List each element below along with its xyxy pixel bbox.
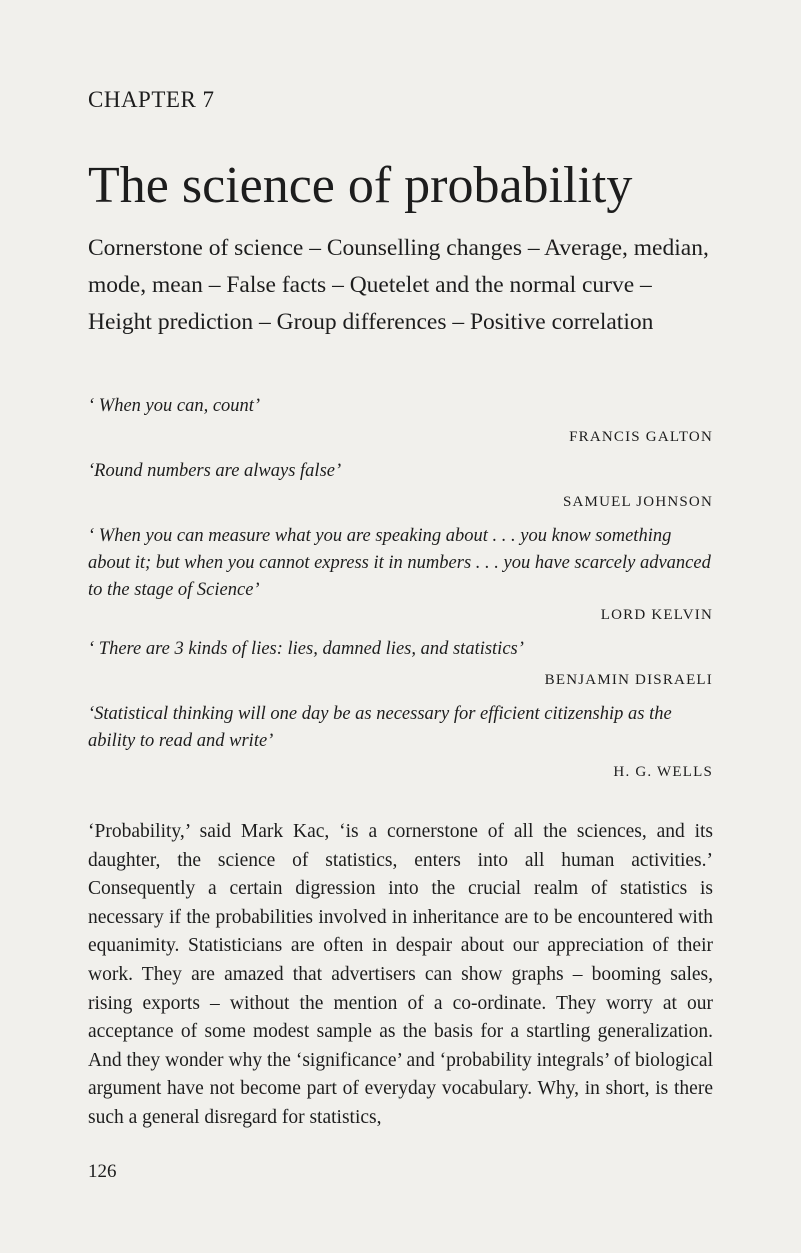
chapter-title: The science of probability [88,157,633,214]
epigraph-attribution: BENJAMIN DISRAELI [544,672,713,688]
chapter-label: CHAPTER 7 [88,87,215,112]
epigraph-quote: ‘Statistical thinking will one day be as necessary for efficient citizenship as the ability to read and write’ [88,704,672,751]
epigraph [88,523,713,626]
epigraph-attribution: FRANCIS GALTON [569,429,713,445]
epigraph-attribution: LORD KELVIN [600,607,713,623]
epigraph-list [88,393,713,793]
book-page [88,0,713,1253]
page-number: 126 [88,1161,117,1182]
epigraph-attribution: H. G. WELLS [613,764,713,780]
epigraph-quote: ‘ There are 3 kinds of lies: lies, damned lies, and statistics’ [88,639,524,659]
epigraph-quote: ‘ When you can measure what you are speaking about . . . you know something about it; but when you cannot express it in numbers . . . you have scarcely advanced to the stage of Science’ [88,526,711,600]
epigraph-quote: ‘ When you can, count’ [88,396,261,416]
body-paragraph: ‘Probability,’ said Mark Kac, ‘is a cornerstone of all the sciences, and its daughter, the science of statistics, enters into all human activities.’ Consequently a certain digression into the crucial realm of statistics is necessary if the probabilities involved in inheritance are to be encountered with equanimity. Statisticians are often in despair about our appreciation of their work. They are amazed that advertisers can show graphs – booming sales, rising exports – without the mention of a co-ordinate. They worry at our acceptance of some modest sample as the basis for a startling generalization. And they wonder why the ‘significance’ and ‘probability integrals’ of biological argument have not become part of everyday vocabulary. Why, in short, is there such a general disregard for statistics, [88,821,713,1128]
epigraph [88,636,713,691]
epigraph [88,701,713,783]
epigraph [88,393,713,448]
chapter-synopsis: Cornerstone of science – Counselling changes – Average, median, mode, mean – False facts – Quetelet and the normal curve – Height prediction – Group differences – Positive correlation [88,235,709,335]
epigraph-quote: ‘Round numbers are always false’ [88,461,342,481]
epigraph-attribution: SAMUEL JOHNSON [562,494,713,510]
epigraph [88,458,713,513]
